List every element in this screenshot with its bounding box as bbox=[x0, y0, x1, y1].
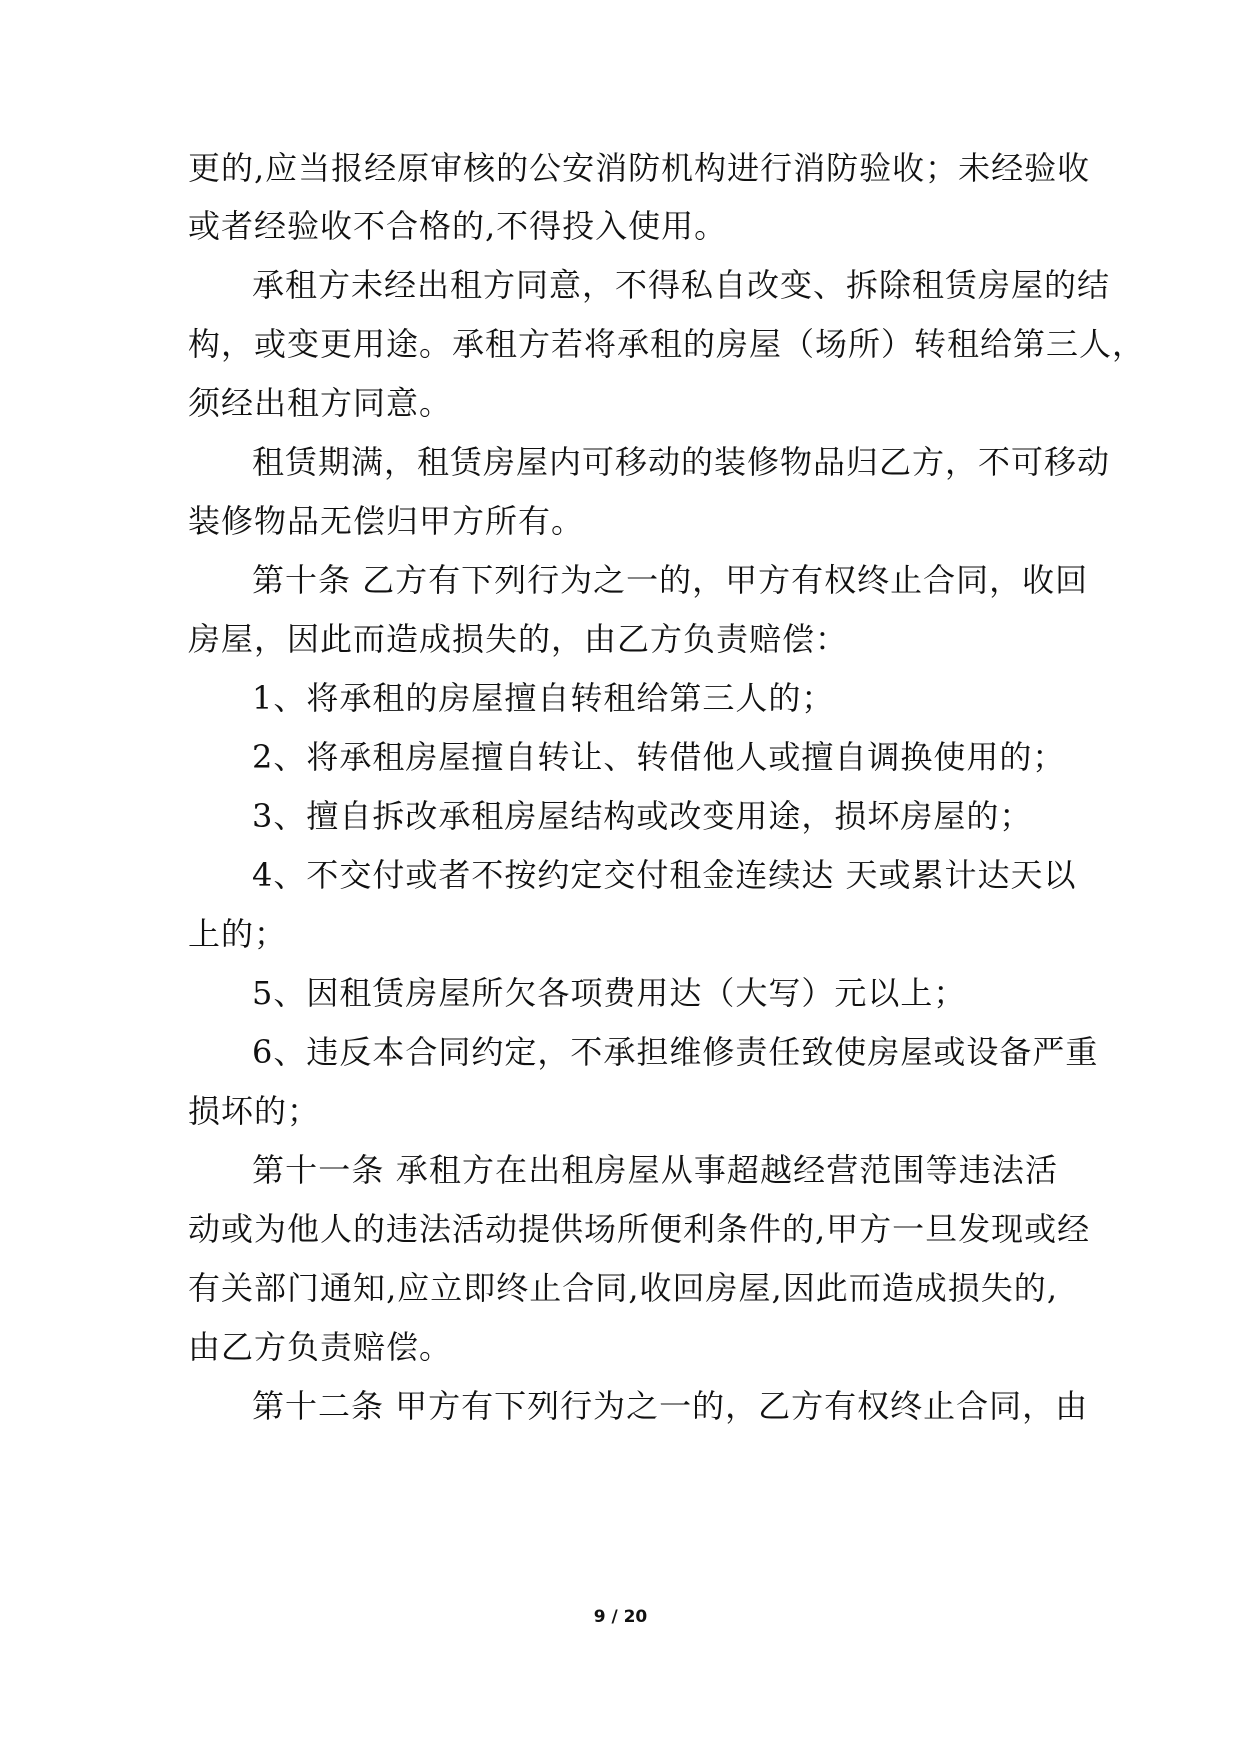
paragraph-line-18: 第十一条 承租方在出租房屋从事超越经营范围等违法活 bbox=[252, 1151, 1058, 1189]
paragraph-line-9: 房屋，因此而造成损失的，由乙方负责赔偿： bbox=[188, 620, 849, 658]
page-number: 9 / 20 bbox=[593, 1607, 648, 1627]
list-item-1: 1、将承租的房屋擅自转租给第三人的； bbox=[252, 679, 835, 717]
paragraph-line-3: 承租方未经出租方同意，不得私自改变、拆除租赁房屋的结 bbox=[252, 266, 1111, 304]
list-item-3: 3、擅自拆改承租房屋结构或改变用途，损坏房屋的； bbox=[252, 797, 1033, 835]
paragraph-line-21: 由乙方负责赔偿。 bbox=[188, 1328, 453, 1366]
paragraph-line-8: 第十条 乙方有下列行为之一的，甲方有权终止合同，收回 bbox=[252, 561, 1089, 599]
list-item-6-continued: 损坏的； bbox=[188, 1092, 321, 1130]
list-item-2: 2、将承租房屋擅自转让、转借他人或擅自调换使用的； bbox=[252, 738, 1066, 776]
paragraph-line-20: 有关部门通知,应立即终止合同,收回房屋,因此而造成损失的, bbox=[188, 1269, 1058, 1307]
list-item-4-continued: 上的； bbox=[188, 915, 288, 953]
paragraph-line-2: 或者经验收不合格的,不得投入使用。 bbox=[188, 207, 728, 245]
paragraph-line-1: 更的,应当报经原审核的公安消防机构进行消防验收；未经验收 bbox=[188, 149, 1091, 187]
paragraph-line-7: 装修物品无偿归甲方所有。 bbox=[188, 502, 585, 540]
list-item-6: 6、违反本合同约定，不承担维修责任致使房屋或设备严重 bbox=[252, 1033, 1099, 1071]
paragraph-line-22: 第十二条 甲方有下列行为之一的，乙方有权终止合同，由 bbox=[252, 1387, 1089, 1425]
list-item-5: 5、因租赁房屋所欠各项费用达（大写）元以上； bbox=[252, 974, 967, 1012]
paragraph-line-19: 动或为他人的违法活动提供场所便利条件的,甲方一旦发现或经 bbox=[188, 1210, 1091, 1248]
paragraph-line-5: 须经出租方同意。 bbox=[188, 384, 453, 422]
paragraph-line-6: 租赁期满，租赁房屋内可移动的装修物品归乙方，不可移动 bbox=[252, 443, 1111, 481]
list-item-4: 4、不交付或者不按约定交付租金连续达 天或累计达天以 bbox=[252, 856, 1077, 894]
paragraph-line-4: 构，或变更用途。承租方若将承租的房屋（场所）转租给第三人， bbox=[188, 325, 1146, 363]
